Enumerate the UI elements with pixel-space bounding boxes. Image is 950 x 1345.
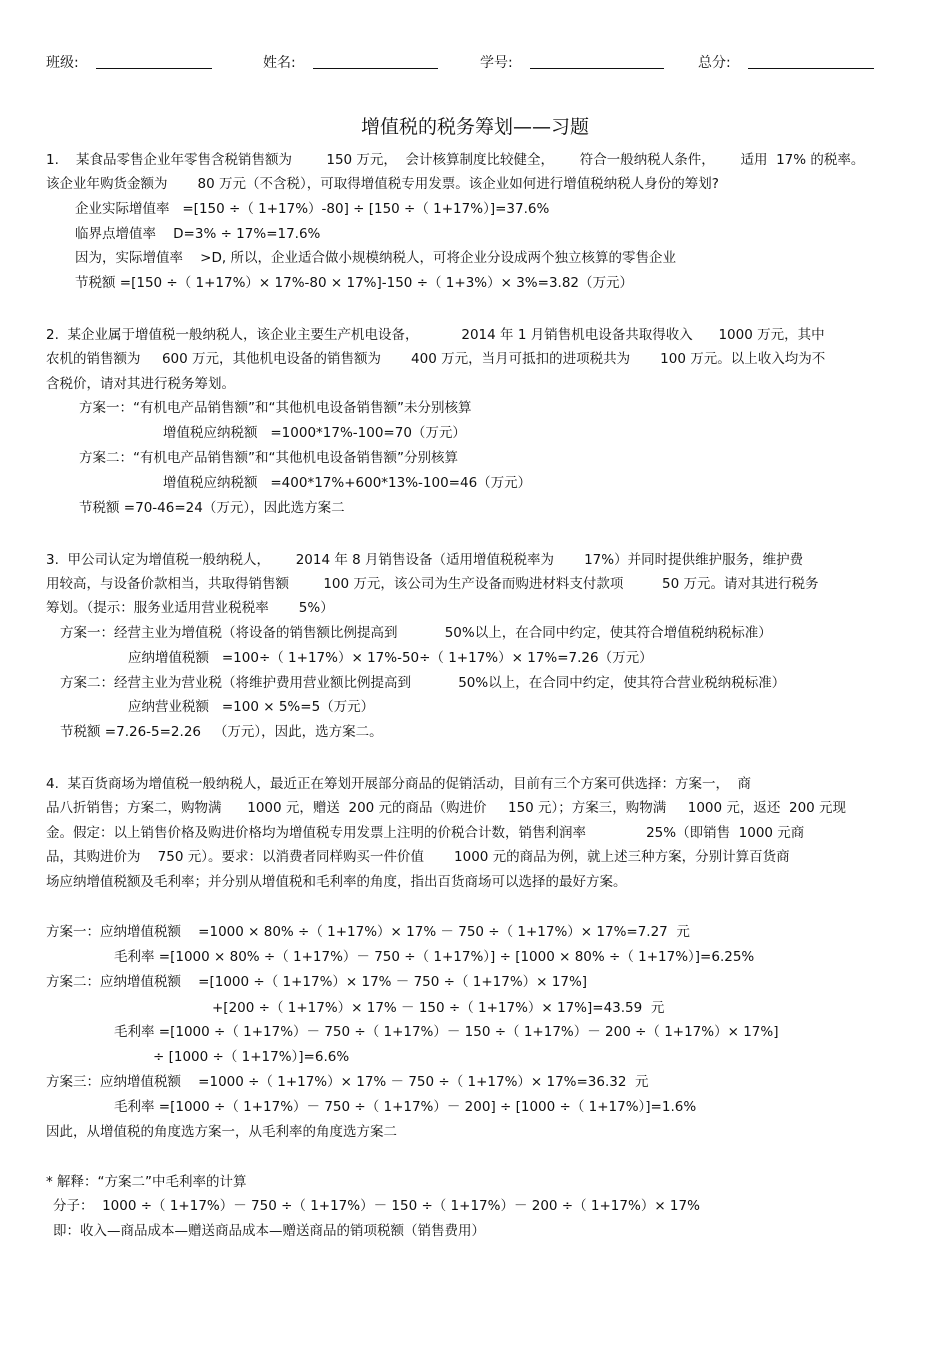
note-numerator: 分子： 1000 ÷（ 1+17%）－ 750 ÷（ 1+17%）－ 150 ÷（ 1+17%）－ 200 ÷（ 1+17%）× 17% — [53, 1198, 700, 1214]
q2-line-5: 增值税应纳税额 =1000*17%-100=70（万元） — [163, 425, 466, 441]
q2-line-3: 含税价，请对其进行税务筹划。 — [46, 376, 235, 392]
note-title: * 解释：“方案二”中毛利率的计算 — [46, 1174, 247, 1190]
class-blank — [96, 68, 212, 69]
name-label: 姓名: — [263, 55, 296, 71]
class-label: 班级: — [46, 55, 79, 71]
q1-line-3: 企业实际增值率 =[150 ÷（ 1+17%）-80] ÷ [150 ÷（ 1+17%）]=37.6% — [75, 201, 550, 217]
q2-line-7: 增值税应纳税额 =400*17%+600*13%-100=46（万元） — [163, 475, 532, 491]
plan1-vat: 方案一：应纳增值税额 =1000 × 80% ÷（ 1+17%）× 17% － 750 ÷（ 1+17%）× 17%=7.27 元 — [46, 924, 690, 940]
q3-line-7: 应纳营业税额 =100 × 5%=5（万元） — [128, 699, 375, 715]
plan2-margin: 毛利率 =[1000 ÷（ 1+17%）－ 750 ÷（ 1+17%）－ 150 ÷（ 1+17%）－ 200 ÷（ 1+17%）× 17%] — [114, 1024, 779, 1040]
plan2-vat: 方案二：应纳增值税额 =[1000 ÷（ 1+17%）× 17% － 750 ÷（ 1+17%）× 17%] — [46, 974, 588, 990]
q1-line-6: 节税额 =[150 ÷（ 1+17%）× 17%-80 × 17%]-150 ÷（ 1+3%）× 3%=3.82（万元） — [75, 275, 634, 291]
q4-line-1: 4. 某百货商场为增值税一般纳税人，最近正在筹划开展部分商品的促销活动，目前有三个方案可供选择：方案一， 商 — [46, 776, 752, 792]
student-id-blank — [530, 68, 664, 69]
q2-line-2: 农机的销售额为 600 万元，其他机电设备的销售额为 400 万元，当月可抵扣的进项税共为 100 万元。以上收入均为不 — [46, 351, 826, 367]
q4-line-5: 场应纳增值税额及毛利率；并分别从增值税和毛利率的角度，指出百货商场可以选择的最好方案。 — [46, 874, 627, 890]
q3-line-2: 用较高，与设备价款相当，共取得销售额 100 万元，该公司为生产设备而购进材料支付款项 50 万元。请对其进行税务 — [46, 576, 819, 592]
q3-line-5: 应纳增值税额 =100÷（ 1+17%）× 17%-50÷（ 1+17%）× 17%=7.26（万元） — [128, 650, 653, 666]
q3-line-6: 方案二：经营主业为营业税（将维护费用营业额比例提高到 50%以上，在合同中约定，使其符合营业税纳税标准） — [60, 675, 786, 691]
q1-line-1: 1. 某食品零售企业年零售含税销售额为 150 万元， 会计核算制度比较健全， 符合一般纳税人条件， 适用 17% 的税率。 — [46, 152, 865, 168]
q4-line-3: 金。假定：以上销售价格及购进价格均为增值税专用发票上注明的价税合计数，销售利润率 25%（即销售 1000 元商 — [46, 825, 805, 841]
plan2-margin-continued: ÷ [1000 ÷（ 1+17%）]=6.6% — [153, 1049, 350, 1065]
page-title: 增值税的税务筹划——习题 — [360, 116, 589, 138]
q4-line-2: 品八折销售；方案二，购物满 1000 元，赠送 200 元的商品（购进价 150 元）；方案三，购物满 1000 元，返还 200 元现 — [46, 800, 847, 816]
q1-line-4: 临界点增值率 D=3% ÷ 17%=17.6% — [75, 226, 321, 242]
student-id-label: 学号: — [480, 55, 513, 71]
q1-line-5: 因为，实际增值率 >D, 所以，企业适合做小规模纳税人，可将企业分设成两个独立核算的零售企业 — [75, 250, 676, 266]
plan2-vat-continued: +[200 ÷（ 1+17%）× 17% － 150 ÷（ 1+17%）× 17%]=43.59 元 — [212, 1000, 665, 1016]
plan1-margin: 毛利率 =[1000 × 80% ÷（ 1+17%）－ 750 ÷（ 1+17%）] ÷ [1000 × 80% ÷（ 1+17%）]=6.25% — [114, 949, 755, 965]
name-blank — [313, 68, 438, 69]
plan3-margin: 毛利率 =[1000 ÷（ 1+17%）－ 750 ÷（ 1+17%）－ 200] ÷ [1000 ÷（ 1+17%）]=1.6% — [114, 1099, 697, 1115]
total-score-label: 总分: — [698, 55, 731, 71]
q1-line-2: 该企业年购货金额为 80 万元（不含税），可取得增值税专用发票。该企业如何进行增值税纳税人身份的筹划? — [46, 176, 719, 192]
note-explanation: 即：收入—商品成本—赠送商品成本—赠送商品的销项税额（销售费用） — [53, 1223, 485, 1239]
q3-line-1: 3. 甲公司认定为增值税一般纳税人， 2014 年 8 月销售设备（适用增值税税率为 17%）并同时提供维护服务，维护费 — [46, 552, 804, 568]
q3-line-3: 筹划。（提示：服务业适用营业税税率 5%） — [46, 600, 334, 616]
total-score-blank — [748, 68, 874, 69]
conclusion: 因此，从增值税的角度选方案一，从毛利率的角度选方案二 — [46, 1124, 397, 1140]
q4-line-4: 品，其购进价为 750 元）。要求：以消费者同样购买一件价值 1000 元的商品为例，就上述三种方案，分别计算百货商 — [46, 849, 790, 865]
q3-line-4: 方案一：经营主业为增值税（将设备的销售额比例提高到 50%以上，在合同中约定，使其符合增值税纳税标准） — [60, 625, 772, 641]
q3-line-8: 节税额 =7.26-5=2.26 （万元），因此，选方案二。 — [60, 724, 383, 740]
q2-line-4: 方案一：“有机电产品销售额”和“其他机电设备销售额”未分别核算 — [79, 400, 472, 416]
q2-line-8: 节税额 =70-46=24（万元），因此选方案二 — [79, 500, 345, 516]
q2-line-6: 方案二：“有机电产品销售额”和“其他机电设备销售额”分别核算 — [79, 450, 458, 466]
plan3-vat: 方案三：应纳增值税额 =1000 ÷（ 1+17%）× 17% － 750 ÷（ 1+17%）× 17%=36.32 元 — [46, 1074, 649, 1090]
q2-line-1: 2. 某企业属于增值税一般纳税人，该企业主要生产机电设备， 2014 年 1 月销售机电设备共取得收入 1000 万元，其中 — [46, 327, 825, 343]
